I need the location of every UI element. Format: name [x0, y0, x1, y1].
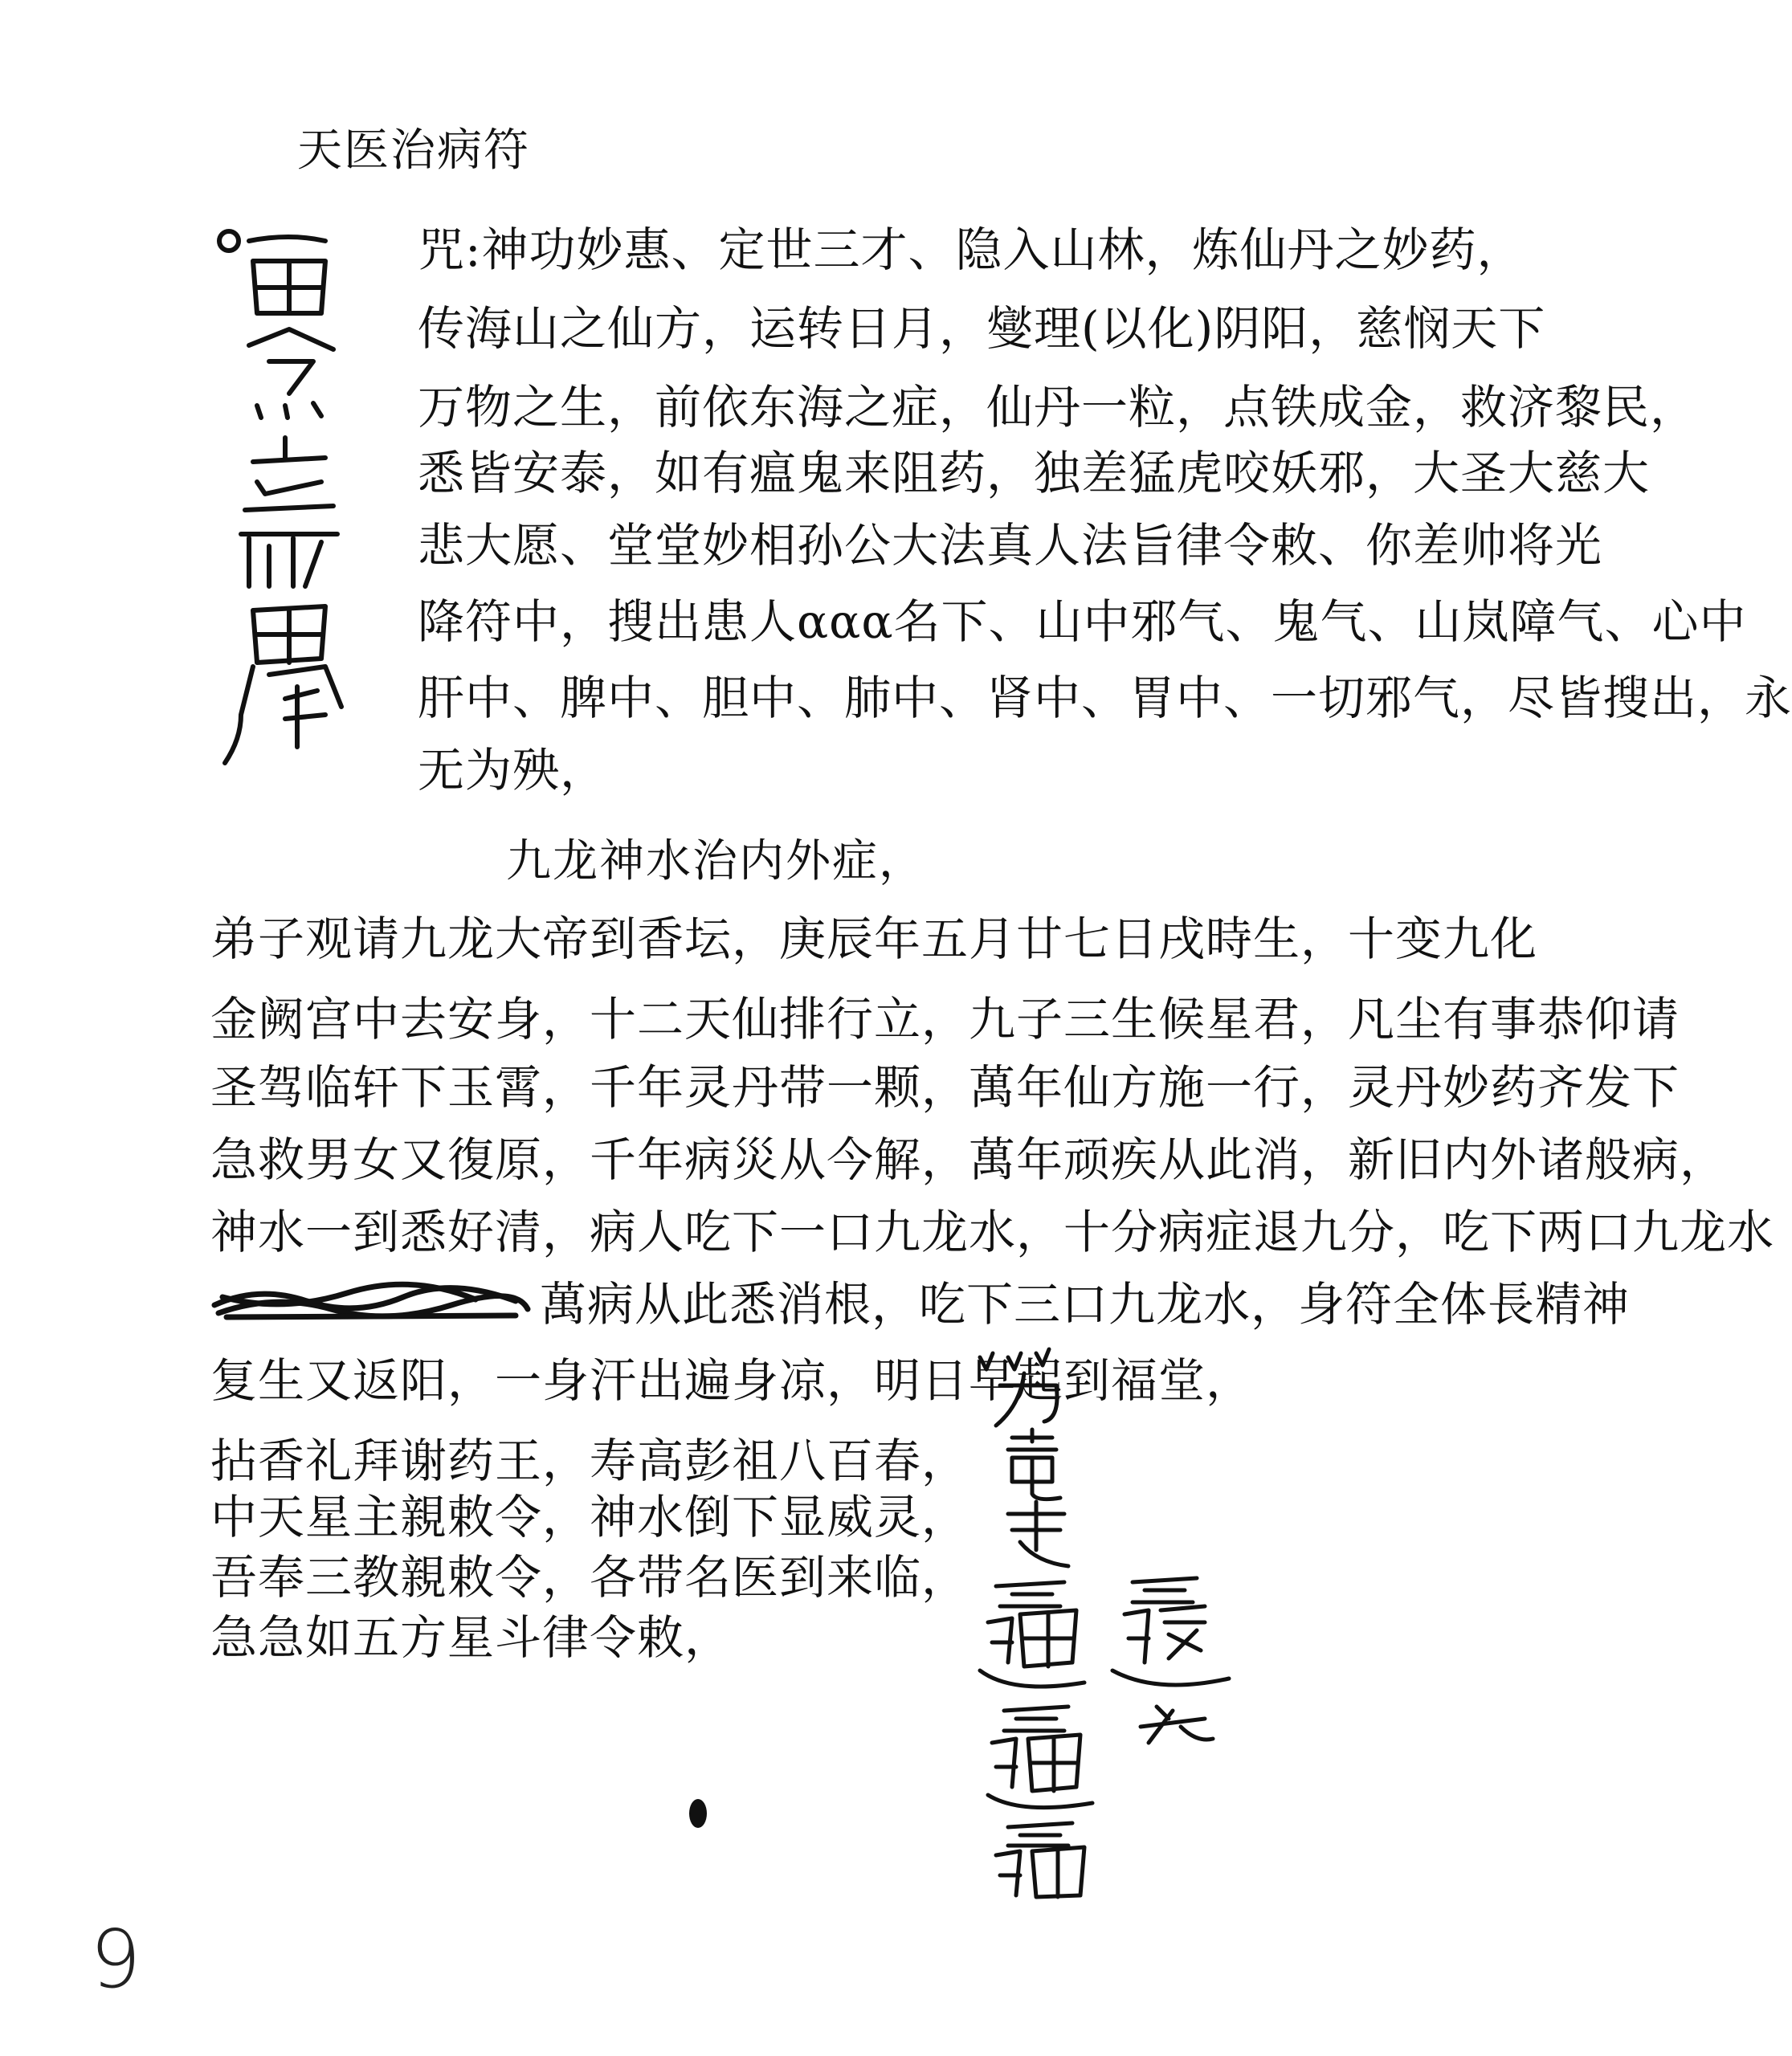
section2-line: 复生又返阳，一身汗出遍身凉，明日早起到福堂，	[210, 1353, 1254, 1408]
section2-line: 急急如五方星斗律令敕，	[210, 1610, 733, 1665]
section2-line: 吾奉三教親敕令，各带名医到来临，	[210, 1550, 969, 1605]
crossed-out-text	[210, 1277, 532, 1325]
section2-line: 萬病从此悉消根，吃下三口九龙水，身符全体長精神	[540, 1277, 1631, 1332]
left-talisman-glyph	[193, 217, 378, 779]
section2-title: 九龙神水治内外症，	[506, 835, 925, 887]
ink-blot	[689, 1799, 707, 1828]
section1-line: 悉皆安泰，如有瘟鬼来阻药，独差猛虎咬妖邪，大圣大慈大	[418, 446, 1651, 500]
page-number: 9	[90, 1912, 141, 2006]
section2-line: 神水一到悉好清，病人吃下一口九龙水，十分病症退九分，吃下两口九龙水	[210, 1205, 1775, 1259]
section1-title: 天医治病符	[297, 124, 530, 177]
section1-line: 无为殃，	[418, 743, 608, 798]
section2-line: 急救男女又復原，千年病災从今解，萬年顽疾从此消，新旧内外诸般病，	[210, 1132, 1728, 1187]
section1-line: 肝中、脾中、胆中、肺中、肾中、胃中、一切邪气，尽皆搜出，永	[418, 671, 1792, 725]
section1-line: 传海山之仙方，运转日月，燮理(以化)阴阳，慈悯天下	[418, 301, 1546, 356]
right-talisman-glyph	[964, 1341, 1269, 1903]
section1-line: 悲大愿、堂堂妙相孙公大法真人法旨律令敕、你差帅将光	[418, 518, 1603, 573]
section2-line: 圣驾临轩下玉霄，千年灵丹带一颗，萬年仙方施一行，灵丹妙药齐发下	[210, 1060, 1680, 1115]
section2-line: 金阙宫中去安身，十二天仙排行立，九子三生候星君，凡尘有事恭仰请	[210, 992, 1680, 1046]
section1-line: 降符中，搜出患人ααα名下、山中邪气、鬼气、山岚障气、心中	[418, 594, 1747, 649]
section2-line: 拈香礼拜谢药王，寿高彭祖八百春，	[210, 1434, 969, 1488]
section2-line: 中天星主親敕令，神水倒下显威灵，	[210, 1490, 969, 1544]
section2-line: 弟子观请九龙大帝到香坛，庚辰年五月廿七日戌時生，十变九化	[210, 912, 1538, 966]
section1-line: 万物之生，前依东海之症，仙丹一粒，点铁成金，救济黎民，	[418, 380, 1698, 434]
section1-line: 咒:神功妙惠、定世三才、隐入山林，炼仙丹之妙药，	[418, 222, 1525, 277]
